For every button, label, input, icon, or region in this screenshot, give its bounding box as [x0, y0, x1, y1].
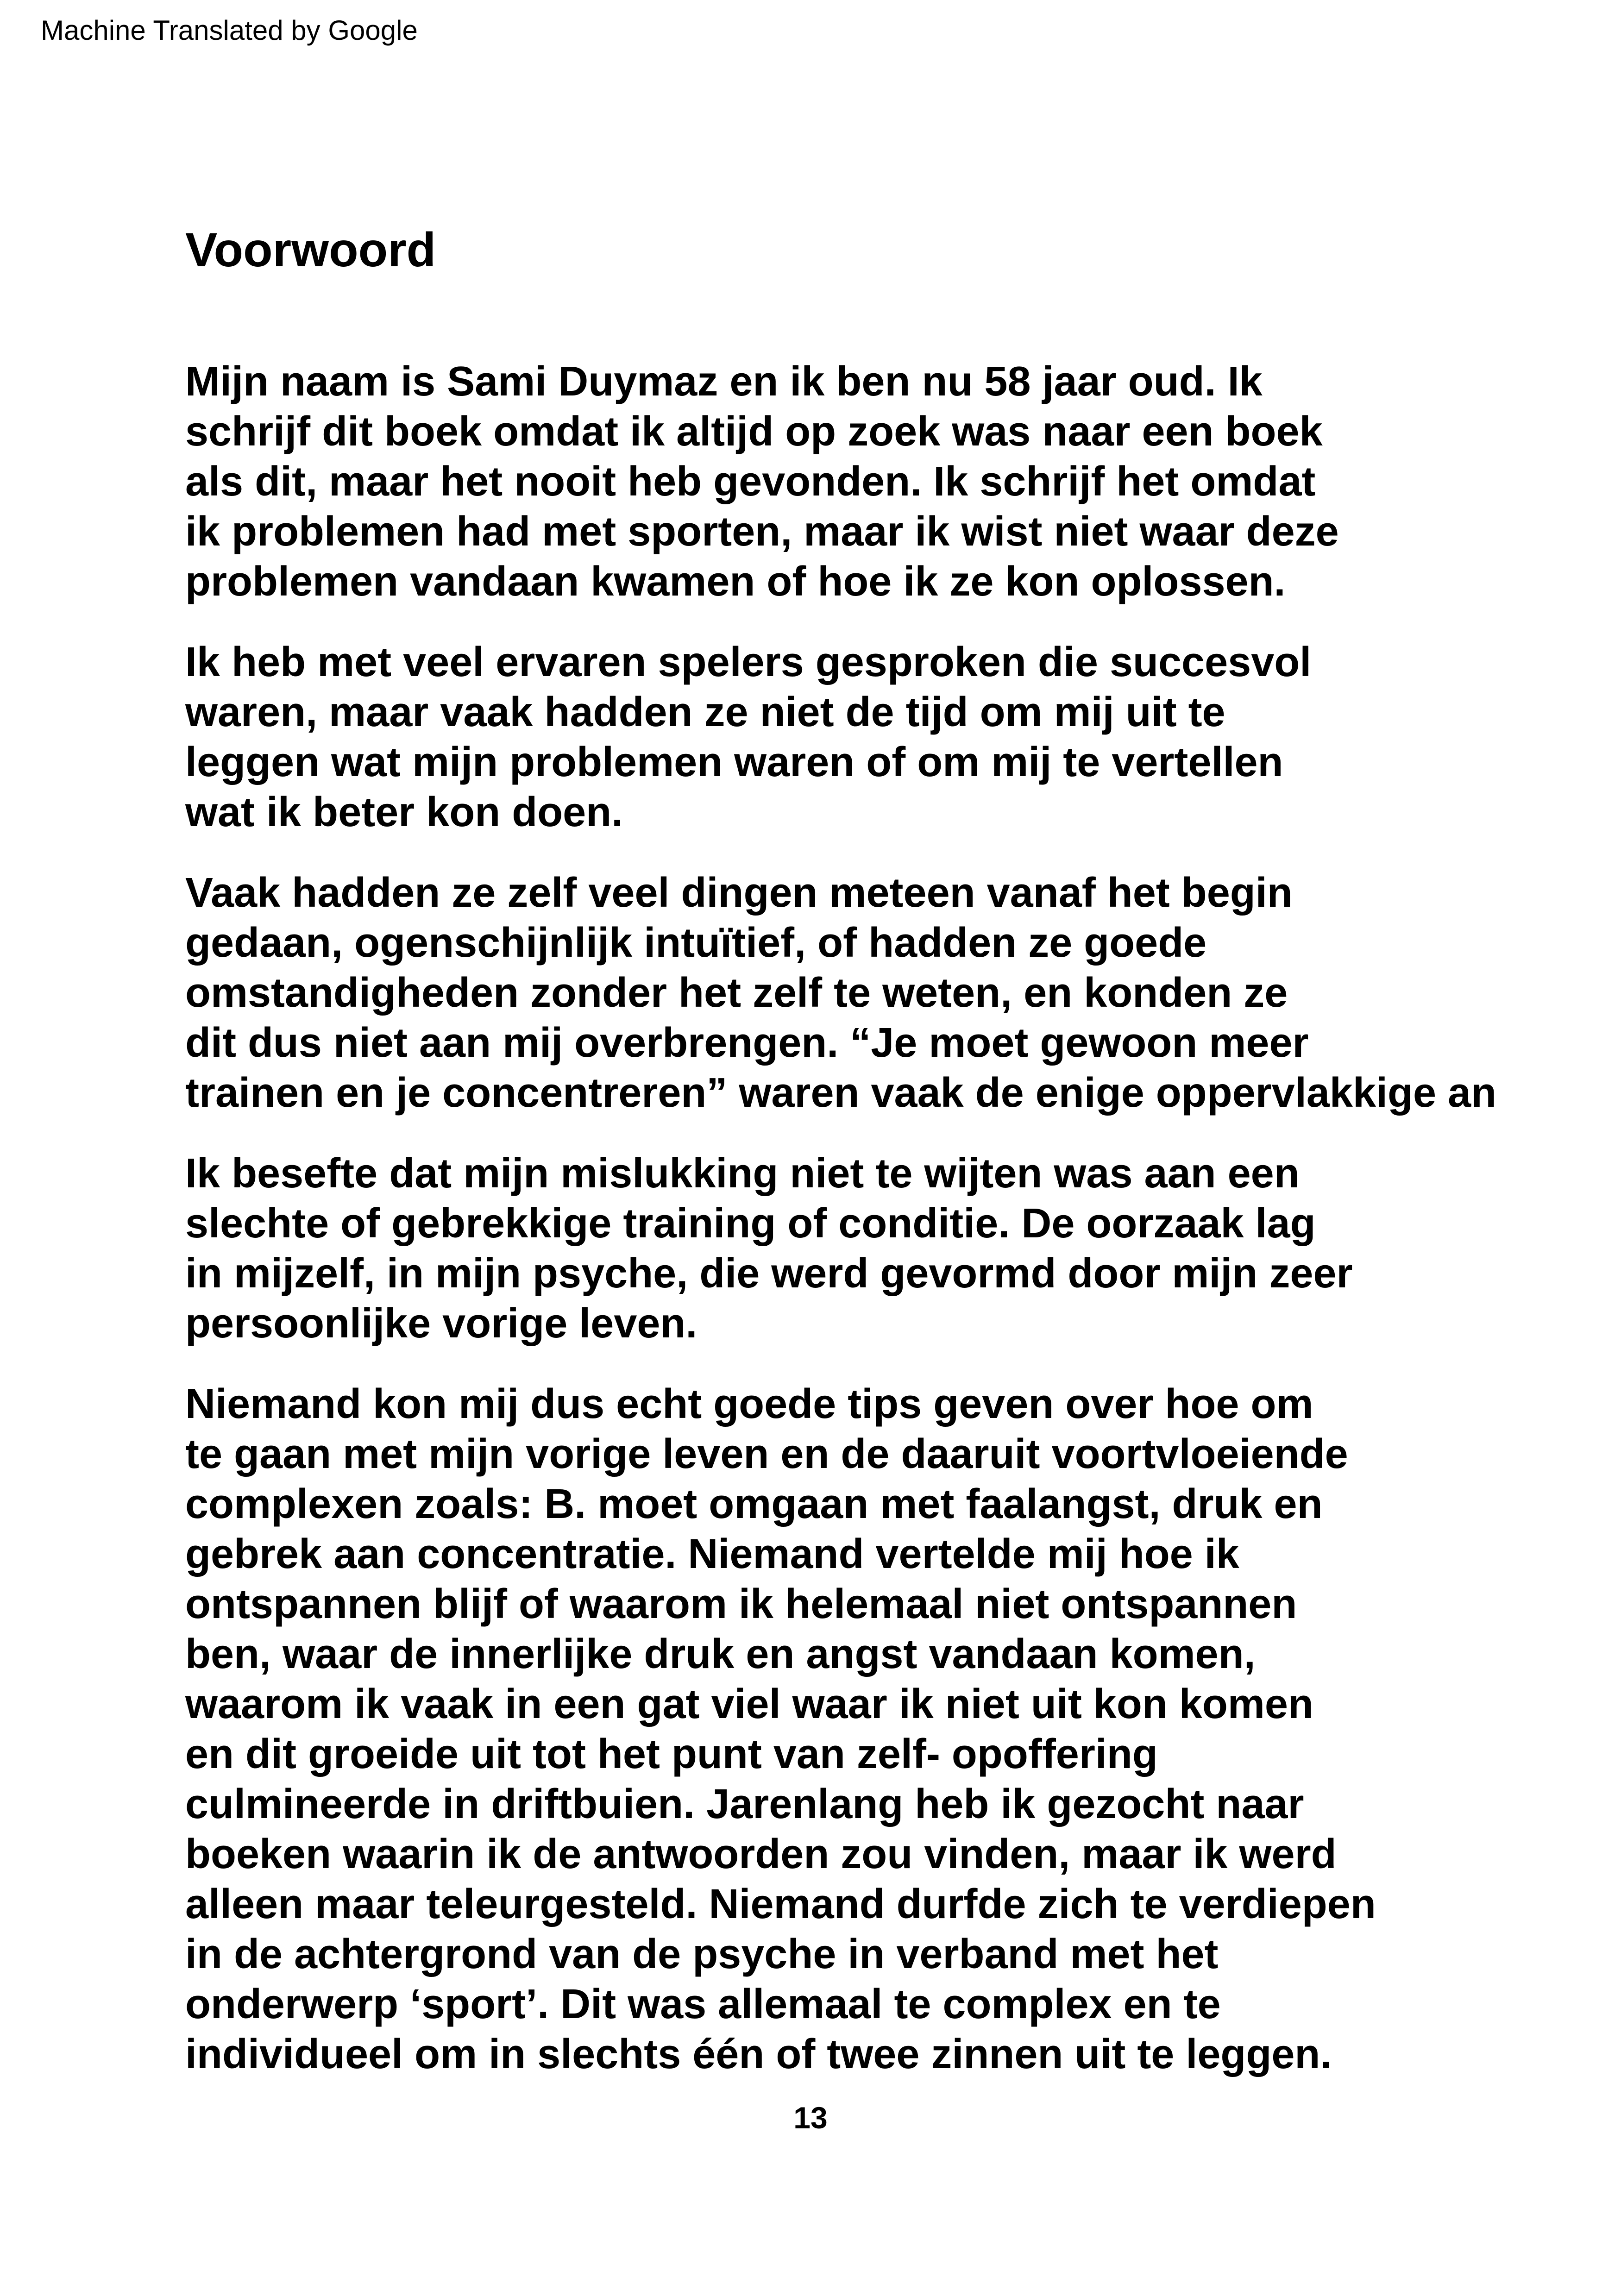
text-line: boeken waarin ik de antwoorden zou vinden, maar ik werd [185, 1831, 1337, 1877]
text-line: complexen zoals: B. moet omgaan met faalangst, druk en [185, 1481, 1323, 1527]
text-line: Niemand kon mij dus echt goede tips geven over hoe om [185, 1381, 1313, 1427]
text-line: ontspannen blijf of waarom ik helemaal niet ontspannen [185, 1581, 1297, 1627]
text-line: te gaan met mijn vorige leven en de daaruit voortvloeiende [185, 1431, 1348, 1477]
text-line: ben, waar de innerlijke druk en angst vandaan komen, [185, 1631, 1256, 1677]
paragraph [185, 1148, 1621, 1349]
text-line: Vaak hadden ze zelf veel dingen meteen vanaf het begin [185, 870, 1293, 916]
text-line: persoonlijke vorige leven. [185, 1300, 697, 1347]
text-line: in mijzelf, in mijn psyche, die werd gevormd door mijn zeer [185, 1250, 1353, 1297]
text-line: omstandigheden zonder het zelf te weten, en konden ze [185, 970, 1288, 1016]
text-line: waren, maar vaak hadden ze niet de tijd om mij uit te [185, 689, 1225, 735]
text-line: ik problemen had met sporten, maar ik wist niet waar deze [185, 508, 1339, 555]
text-line: trainen en je concentreren” waren vaak de enige oppervlakkige an [185, 1070, 1497, 1116]
paragraph [185, 357, 1621, 607]
text-line: dit dus niet aan mij overbrengen. “Je moet gewoon meer [185, 1020, 1309, 1066]
text-line: in de achtergrond van de psyche in verband met het [185, 1931, 1219, 1977]
text-line: individueel om in slechts één of twee zinnen uit te leggen. [185, 2031, 1332, 2077]
machine-translation-note: Machine Translated by Google [41, 15, 418, 46]
paragraph [185, 868, 1621, 1118]
body-text [185, 357, 1621, 2110]
text-line: en dit groeide uit tot het punt van zelf- opoffering [185, 1731, 1158, 1777]
text-line: gebrek aan concentratie. Niemand vertelde mij hoe ik [185, 1531, 1239, 1577]
page-number: 13 [793, 2101, 828, 2135]
text-line: problemen vandaan kwamen of hoe ik ze kon oplossen. [185, 558, 1286, 605]
paragraph [185, 637, 1621, 837]
text-line: slechte of gebrekkige training of conditie. De oorzaak lag [185, 1200, 1316, 1247]
text-line: Ik heb met veel ervaren spelers gesproken die succesvol [185, 639, 1312, 685]
text-line: waarom ik vaak in een gat viel waar ik niet uit kon komen [185, 1681, 1313, 1727]
paragraph [185, 1379, 1621, 2079]
text-line: schrijf dit boek omdat ik altijd op zoek was naar een boek [185, 408, 1323, 455]
text-line: alleen maar teleurgesteld. Niemand durfde zich te verdiepen [185, 1881, 1376, 1927]
text-line: Mijn naam is Sami Duymaz en ik ben nu 58 jaar oud. Ik [185, 358, 1263, 405]
text-line: leggen wat mijn problemen waren of om mij te vertellen [185, 739, 1283, 785]
page-title: Voorwoord [185, 223, 436, 277]
text-line: Ik besefte dat mijn mislukking niet te wijten was aan een [185, 1150, 1300, 1197]
text-line: onderwerp ‘sport’. Dit was allemaal te complex en te [185, 1981, 1221, 2027]
text-line: als dit, maar het nooit heb gevonden. Ik schrijf het omdat [185, 458, 1316, 505]
text-line: gedaan, ogenschijnlijk intuïtief, of hadden ze goede [185, 920, 1207, 966]
text-line: wat ik beter kon doen. [185, 789, 623, 835]
text-line: culmineerde in driftbuien. Jarenlang heb ik gezocht naar [185, 1781, 1304, 1827]
